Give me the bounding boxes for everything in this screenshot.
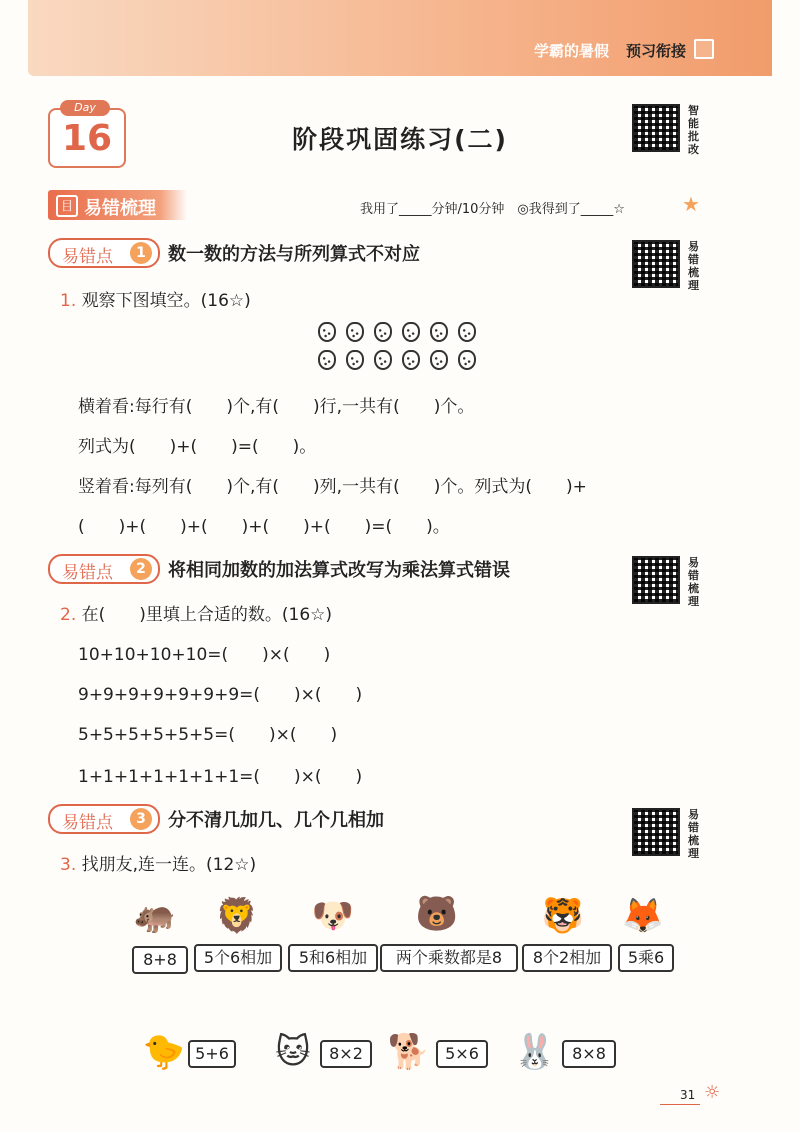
bear-icon: 🐻 [415,894,459,934]
q2-line-3: 5+5+5+5+5+5=( )×( ) [78,725,338,745]
question-text: 找朋友,连一连。(12☆) [81,855,257,875]
question-text: 观察下图填空。(16☆) [81,291,251,311]
q1-line-3: 竖着看:每列有( )个,有( )列,一共有( )个。列式为( )+ [78,477,587,497]
strawberry-icon [346,350,364,370]
error-point-number: 3 [130,808,152,830]
hippo-icon: 🦛 [133,896,177,936]
qr-label: 易错梳理 [688,808,699,860]
qr-code-icon[interactable] [632,104,680,152]
question-number: 2. [60,605,77,625]
top-card-5[interactable]: 8个2相加 [522,944,612,972]
question-2 [60,600,332,625]
rabbit-icon: 🐰 [513,1032,557,1072]
qr-code-icon[interactable] [632,556,680,604]
fox-icon: 🦊 [621,896,665,936]
q1-line-2: 列式为( )+( )=( )。 [78,437,317,457]
top-card-4[interactable]: 两个乘数都是8 [380,944,518,972]
q1-line-1: 横着看:每行有( )个,有( )行,一共有( )个。 [78,397,475,417]
q2-line-4: 1+1+1+1+1+1+1=( )×( ) [78,767,363,787]
bottom-card-2[interactable]: 8×2 [320,1040,372,1068]
bottom-card-4[interactable]: 8×8 [562,1040,616,1068]
strawberry-icon [458,350,476,370]
top-card-6[interactable]: 5乘6 [618,944,674,972]
top-card-1[interactable]: 8+8 [132,946,188,974]
strawberry-icon [318,322,336,342]
page-number-underline [660,1104,700,1105]
bottom-card-3[interactable]: 5×6 [436,1040,488,1068]
q2-line-1: 10+10+10+10=( )×( ) [78,645,331,665]
page-number: 31 [680,1088,696,1102]
question-3 [60,850,256,875]
section-title: 易错梳理 [84,198,156,219]
strawberry-icon [318,350,336,370]
question-1 [60,286,251,311]
qr-label: 智能批改 [688,104,699,156]
timer-record: 我用了_____分钟/10分钟 ◎我得到了_____☆ [360,202,625,217]
tiger-icon: 🐯 [541,896,585,936]
qr-label: 易错梳理 [688,556,699,608]
strawberry-icon [430,322,448,342]
top-card-2[interactable]: 5个6相加 [194,944,282,972]
strawberry-icon [402,322,420,342]
error-point-label: 易错点 [62,563,113,583]
error-point-number: 2 [130,558,152,580]
question-number: 3. [60,855,77,875]
bottom-card-1[interactable]: 5+6 [188,1040,236,1068]
strawberry-icon [458,322,476,342]
page-title: 阶段巩固练习(二) [292,125,508,154]
q1-line-4: ( )+( )+( )+( )+( )=( )。 [78,517,450,537]
header-band [28,0,772,76]
lion-icon: 🦁 [215,896,259,936]
day-number: 16 [61,118,113,159]
strawberry-icon [374,350,392,370]
strawberry-icon [402,350,420,370]
strawberry-icon [430,350,448,370]
sun-icon: ☼ [704,1082,721,1103]
qr-code-icon[interactable] [632,808,680,856]
error-point-number: 1 [130,242,152,264]
strawberry-icon [374,322,392,342]
list-icon: 目 [56,195,78,217]
strawberry-grid [318,322,488,382]
strawberry-icon [346,322,364,342]
error-point-label: 易错点 [62,247,113,267]
qr-code-icon[interactable] [632,240,680,288]
cat-icon: 🐱 [275,1032,311,1072]
q2-line-2: 9+9+9+9+9+9+9=( )×( ) [78,685,363,705]
error-point-desc: 分不清几加几、几个几相加 [168,810,384,831]
qr-label: 易错梳理 [688,240,699,292]
chick-icon: 🐤 [142,1032,186,1072]
question-text: 在( )里填上合适的数。(16☆) [81,605,333,625]
day-label: Day [60,100,110,116]
top-card-3[interactable]: 5和6相加 [288,944,378,972]
star-icon: ★ [682,192,700,216]
book-icon [694,39,714,59]
error-point-desc: 数一数的方法与所列算式不对应 [168,244,420,265]
error-point-label: 易错点 [62,813,113,833]
brand-subtitle: 预习衔接 [626,42,687,60]
dog-icon: 🐶 [311,896,355,936]
brand-title: 学霸的暑假 [534,42,610,60]
question-number: 1. [60,291,77,311]
dog-lying-icon: 🐕 [387,1032,431,1072]
error-point-desc: 将相同加数的加法算式改写为乘法算式错误 [168,560,510,581]
